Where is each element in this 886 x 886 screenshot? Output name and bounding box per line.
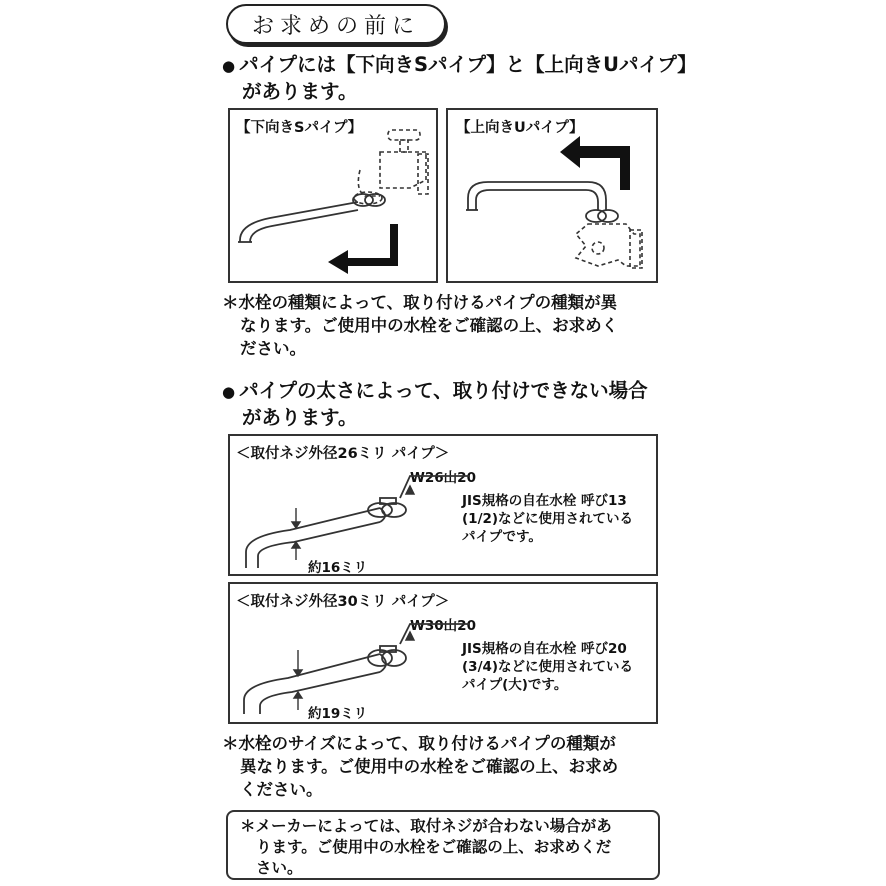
page-title: お求めの前に [226,4,446,44]
section1-note-line3: ださい。 [240,339,306,358]
section2-heading-line2: があります。 [242,406,358,429]
pipe30-desc-line1: JIS規格の自在水栓 呼び20 [462,641,627,657]
footer-note-line2: ります。ご使用中の水栓をご確認の上、お求めくだ [256,838,612,856]
down-s-pipe-illustration [230,110,436,281]
footer-note-line3: さい。 [256,859,303,877]
pipe26-desc-line3: パイプです。 [462,529,542,545]
pipe30-desc-line3: パイプ(大)です。 [462,677,568,693]
section2-heading [222,378,648,405]
arrow-down-left-icon [328,224,398,274]
section2-note-line2: 異なります。ご使用中の水栓をご確認の上、お求め [240,757,619,776]
down-s-pipe-label: 【下向きSパイプ】 [236,120,363,136]
pipe26-desc-line1: JIS規格の自在水栓 呼び13 [462,493,627,509]
section2-note-line1: ＊水栓のサイズによって、取り付けるパイプの種類が [222,734,616,753]
pipe30-label: ＜取付ネジ外径30ミリ パイプ＞ [236,594,450,610]
pipe26-size: 約16ミリ [308,560,368,576]
section1-note-line1: ＊水栓の種類によって、取り付けるパイプの種類が異 [222,293,618,312]
bullet-icon: ● [222,57,236,75]
pipe30-illustration [230,584,656,722]
footer-note-box [226,810,660,880]
up-u-pipe-illustration [448,110,656,281]
section1-heading-line2: があります。 [242,80,358,103]
section1-heading [222,52,697,79]
pipe26-label: ＜取付ネジ外径26ミリ パイプ＞ [236,446,450,462]
up-u-pipe-box [446,108,658,283]
pipe30-desc-line2: (3/4)などに使用されている [462,659,634,675]
footer-note-line1: ＊メーカーによっては、取付ネジが合わない場合があ [240,817,612,835]
pipe26-thread: W26山20 [410,470,476,486]
up-u-pipe-label: 【上向きUパイプ】 [456,120,584,136]
pipe26-desc-line2: (1/2)などに使用されている [462,511,634,527]
section2-note-line3: ください。 [240,780,323,799]
pipe30-size: 約19ミリ [308,706,368,722]
pipe30-box [228,582,658,724]
section2-heading-line1: パイプの太さによって、取り付けできない場合 [239,379,648,402]
section1-heading-line1: パイプには【下向きSパイプ】と【上向きUパイプ】 [239,53,697,76]
pipe26-box [228,434,658,576]
section1-note-line2: なります。ご使用中の水栓をご確認の上、お求めく [240,316,619,335]
bullet-icon: ● [222,383,236,401]
pipe30-thread: W30山20 [410,618,476,634]
down-s-pipe-box [228,108,438,283]
pipe26-illustration [230,436,656,574]
